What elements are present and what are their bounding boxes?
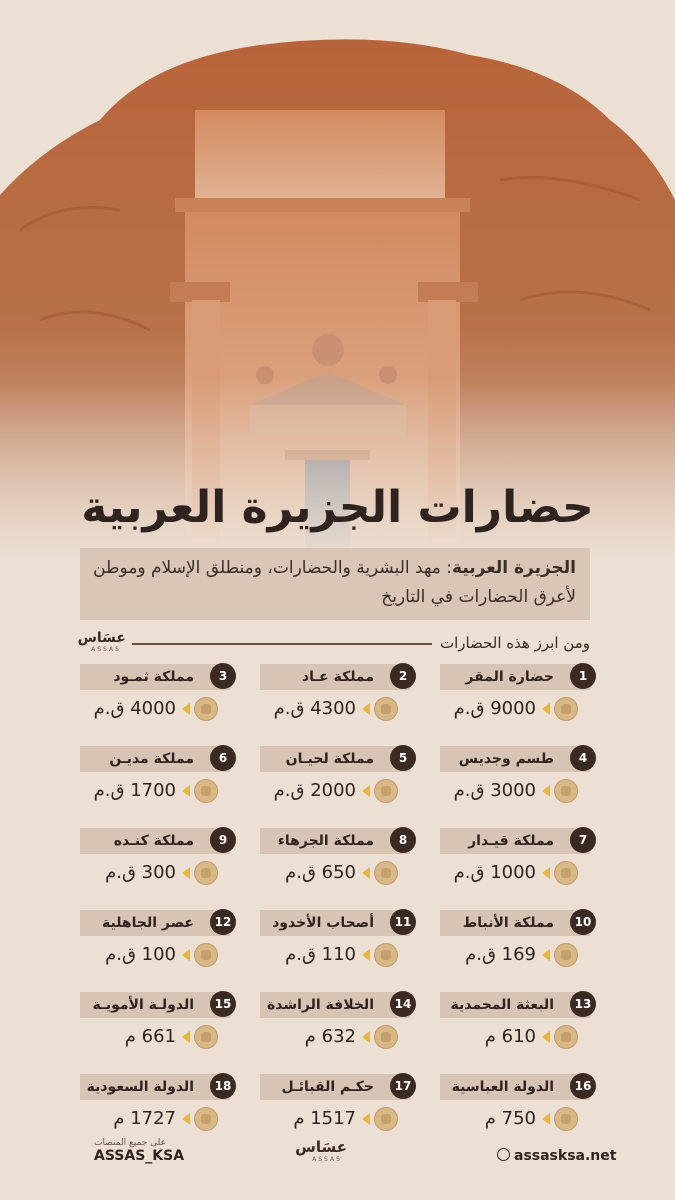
civilization-card — [440, 664, 590, 728]
card-title: أصحاب الأخدود — [272, 915, 374, 931]
coin-icon — [194, 1025, 218, 1049]
arrow-left-icon — [182, 703, 190, 715]
card-date: 3000 ق.م — [453, 780, 536, 801]
card-header — [260, 746, 410, 772]
card-date: 650 ق.م — [285, 862, 356, 883]
coin-icon — [194, 943, 218, 967]
card-date: 1700 ق.م — [93, 780, 176, 801]
card-date-row — [80, 1022, 230, 1052]
civilization-card — [260, 828, 410, 892]
card-title: عصر الجاهلية — [102, 915, 194, 931]
card-date-row — [440, 776, 590, 806]
arrow-left-icon — [542, 703, 550, 715]
card-date: 1000 ق.م — [453, 862, 536, 883]
coin-icon — [374, 1107, 398, 1131]
card-number: 14 — [390, 991, 416, 1017]
page-title: حضارات الجزيرة العربية — [81, 482, 594, 533]
card-title: الدولـة الأمويـة — [92, 997, 194, 1013]
arrow-left-icon — [542, 867, 550, 879]
footer-website-text: assasksa.net — [514, 1148, 617, 1164]
card-header — [260, 992, 410, 1018]
card-date: 632 م — [304, 1026, 356, 1047]
brand-logo — [77, 630, 126, 653]
card-date-row — [260, 1022, 410, 1052]
brand-logo-ar: عسَاس — [77, 630, 126, 646]
arrow-left-icon — [362, 867, 370, 879]
footer-logo-ar: عسَاس — [295, 1138, 347, 1156]
card-number: 12 — [210, 909, 236, 935]
coin-icon — [554, 1107, 578, 1131]
card-title: الخلافة الراشدة — [267, 997, 374, 1013]
card-date: 1727 م — [113, 1108, 176, 1129]
card-date-row — [80, 940, 230, 970]
coin-icon — [374, 943, 398, 967]
card-title: مملكة كنـده — [113, 833, 194, 849]
card-date-row — [80, 1104, 230, 1134]
card-number: 13 — [570, 991, 596, 1017]
card-number: 17 — [390, 1073, 416, 1099]
arrow-left-icon — [182, 785, 190, 797]
card-header — [80, 910, 230, 936]
card-number: 4 — [570, 745, 596, 771]
civilization-card — [80, 910, 230, 974]
civilization-card — [440, 1074, 590, 1138]
civilization-card — [440, 828, 590, 892]
coin-icon — [374, 697, 398, 721]
card-title: الدولة السعودية — [86, 1079, 194, 1095]
card-date: 610 م — [484, 1026, 536, 1047]
card-number: 15 — [210, 991, 236, 1017]
footer-logo-en: ASSAS — [312, 1156, 342, 1163]
card-date: 2000 ق.م — [273, 780, 356, 801]
civilization-card — [80, 664, 230, 728]
card-header — [440, 1074, 590, 1100]
arrow-left-icon — [362, 785, 370, 797]
card-date-row — [260, 858, 410, 888]
card-date-row — [260, 694, 410, 724]
coin-icon — [374, 779, 398, 803]
footer-platforms: على جميع المنصات — [94, 1138, 167, 1148]
intro-bold: الجزيرة العربية — [452, 558, 576, 578]
intro-text: : مهد البشرية والحضارات، ومنطلق الإسلام وموطن لأعرق الحضارات في التاريخ — [93, 558, 576, 607]
arrow-left-icon — [542, 949, 550, 961]
card-number: 18 — [210, 1073, 236, 1099]
card-header — [80, 664, 230, 690]
card-date-row — [440, 858, 590, 888]
footer-social — [94, 1138, 204, 1164]
card-number: 2 — [390, 663, 416, 689]
card-number: 6 — [210, 745, 236, 771]
card-date-row — [80, 858, 230, 888]
card-number: 11 — [390, 909, 416, 935]
card-date: 4000 ق.م — [93, 698, 176, 719]
coin-icon — [194, 1107, 218, 1131]
coin-icon — [554, 779, 578, 803]
card-title: مملكة الجرهاء — [277, 833, 374, 849]
card-header — [80, 992, 230, 1018]
arrow-left-icon — [362, 1031, 370, 1043]
arrow-left-icon — [362, 1113, 370, 1125]
footer-website[interactable] — [497, 1148, 627, 1164]
card-title: حضارة المقر — [465, 669, 554, 685]
card-date: 4300 ق.م — [273, 698, 356, 719]
civilization-card — [440, 746, 590, 810]
card-number: 16 — [570, 1073, 596, 1099]
coin-icon — [374, 1025, 398, 1049]
coin-icon — [194, 697, 218, 721]
card-date: 100 ق.م — [105, 944, 176, 965]
divider — [132, 643, 432, 645]
arrow-left-icon — [542, 1113, 550, 1125]
civilization-card — [80, 828, 230, 892]
footer-handle[interactable]: ASSAS_KSA — [94, 1148, 185, 1164]
coin-icon — [194, 779, 218, 803]
card-date: 1517 م — [293, 1108, 356, 1129]
card-number: 1 — [570, 663, 596, 689]
card-date: 300 ق.م — [105, 862, 176, 883]
civilization-card — [260, 992, 410, 1056]
civilization-card — [80, 746, 230, 810]
card-date: 169 ق.م — [465, 944, 536, 965]
coin-icon — [194, 861, 218, 885]
civilization-card — [260, 664, 410, 728]
civilization-card — [80, 1074, 230, 1138]
card-date-row — [440, 1104, 590, 1134]
card-header — [80, 1074, 230, 1100]
card-date: 661 م — [124, 1026, 176, 1047]
coin-icon — [554, 697, 578, 721]
subhead-row — [77, 626, 590, 662]
card-header — [440, 828, 590, 854]
civilization-card — [260, 910, 410, 974]
card-number: 9 — [210, 827, 236, 853]
coin-icon — [554, 861, 578, 885]
card-date-row — [260, 776, 410, 806]
arrow-left-icon — [542, 1031, 550, 1043]
civilization-card — [440, 910, 590, 974]
card-header — [440, 664, 590, 690]
arrow-left-icon — [542, 785, 550, 797]
arrow-left-icon — [182, 1031, 190, 1043]
civilization-card — [260, 1074, 410, 1138]
card-title: طسم وجديس — [458, 751, 554, 767]
card-header — [80, 828, 230, 854]
arrow-left-icon — [182, 949, 190, 961]
footer-logo — [295, 1138, 347, 1163]
card-date-row — [440, 694, 590, 724]
subhead: ومن ابرز هذه الحضارات — [439, 634, 590, 652]
civilization-card — [260, 746, 410, 810]
card-title: مملكة الأنباط — [462, 915, 554, 931]
arrow-left-icon — [362, 949, 370, 961]
civilization-card — [80, 992, 230, 1056]
hero-image — [0, 0, 675, 560]
card-number: 5 — [390, 745, 416, 771]
card-title: الدولة العباسية — [451, 1079, 554, 1095]
card-title: البعثة المحمدية — [450, 997, 554, 1013]
card-header — [260, 664, 410, 690]
card-header — [440, 992, 590, 1018]
card-number: 10 — [570, 909, 596, 935]
card-date-row — [80, 776, 230, 806]
coin-icon — [554, 943, 578, 967]
brand-logo-en: ASSAS — [91, 646, 121, 653]
card-header — [260, 828, 410, 854]
card-number: 8 — [390, 827, 416, 853]
card-date: 110 ق.م — [285, 944, 356, 965]
arrow-left-icon — [182, 867, 190, 879]
arrow-left-icon — [182, 1113, 190, 1125]
card-header — [80, 746, 230, 772]
card-title: مملكة عـاد — [301, 669, 374, 685]
card-title: حكـم القبائـل — [281, 1079, 374, 1095]
arrow-left-icon — [362, 703, 370, 715]
card-title: مملكة ثمـود — [113, 669, 194, 685]
globe-icon — [497, 1148, 510, 1161]
card-date: 9000 ق.م — [453, 698, 536, 719]
card-header — [440, 746, 590, 772]
card-header — [440, 910, 590, 936]
card-header — [260, 1074, 410, 1100]
coin-icon — [374, 861, 398, 885]
intro-box — [80, 548, 590, 620]
civilization-card — [440, 992, 590, 1056]
card-title: مملكة قيـدار — [468, 833, 554, 849]
card-number: 7 — [570, 827, 596, 853]
card-title: مملكة لحيـان — [285, 751, 374, 767]
card-header — [260, 910, 410, 936]
card-date-row — [440, 1022, 590, 1052]
card-date-row — [260, 1104, 410, 1134]
card-date-row — [260, 940, 410, 970]
card-date: 750 م — [484, 1108, 536, 1129]
card-number: 3 — [210, 663, 236, 689]
card-date-row — [440, 940, 590, 970]
card-date-row — [80, 694, 230, 724]
card-title: مملكة مديـن — [109, 751, 194, 767]
coin-icon — [554, 1025, 578, 1049]
